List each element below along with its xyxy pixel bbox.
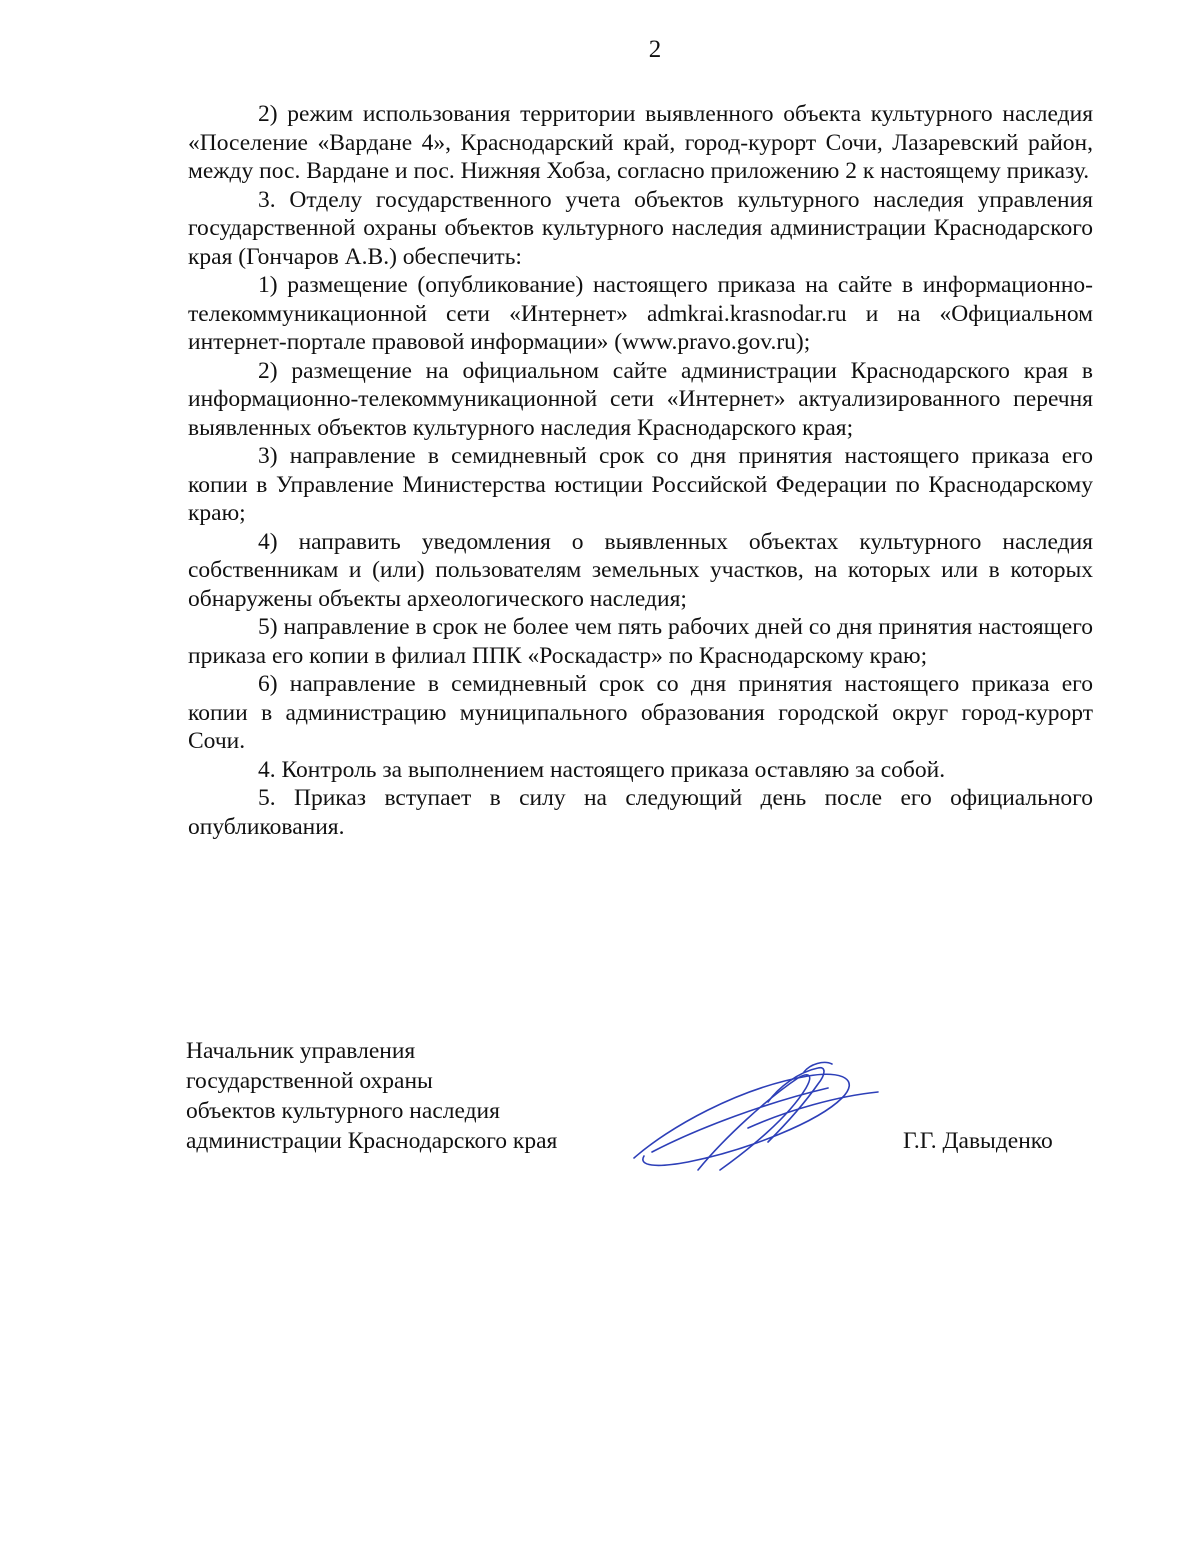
handwritten-signature <box>628 1058 886 1178</box>
paragraph-ministry-justice: 3) направление в семидневный срок со дня принятия настоящего приказа его копии в Управление Министерства юстиции Российской Федерации по Краснодарскому краю; <box>188 443 1093 526</box>
signer-position <box>186 1036 646 1156</box>
signer-name: Г.Г. Давыденко <box>903 1128 1053 1154</box>
signer-position-line: администрации Краснодарского края <box>186 1128 558 1154</box>
paragraph-notifications: 4) направить уведомления о выявленных объектах культурного наследия собственникам и (или) пользователям земельных участков, на которых или в которых обнаружены объекты археологического наследия; <box>188 528 1093 612</box>
paragraph-official-site: 2) размещение на официальном сайте администрации Краснодарского края в информационно-телекоммуникационной сети «Интернет» актуализированного перечня выявленных объектов культурного наследия Краснодарского края; <box>188 357 1093 441</box>
signer-position-line: Начальник управления <box>186 1038 416 1064</box>
page-number: 2 <box>648 36 662 63</box>
paragraph-publication: 1) размещение (опубликование) настоящего приказа на сайте в информационно-телекоммуникационной сети «Интернет» admkrai.krasnodar.ru и на «Официальном интернет-портале правовой информации» (www.pravo.gov.ru); <box>188 272 1093 355</box>
paragraph-municipal: 6) направление в семидневный срок со дня принятия настоящего приказа его копии в администрацию муниципального образования городской округ город-курорт Сочи. <box>188 671 1093 754</box>
paragraph-item-3: 3. Отделу государственного учета объектов культурного наследия управления государственной охраны объектов культурного наследия администрации Краснодарского края (Гончаров А.В.) обеспечить: <box>188 186 1093 270</box>
paragraph-item-4: 4. Контроль за выполнением настоящего приказа оставляю за собой. <box>258 756 946 783</box>
signer-position-line: объектов культурного наследия <box>186 1098 500 1124</box>
signer-position-line: государственной охраны <box>186 1068 433 1094</box>
paragraph-territory-regime: 2) режим использования территории выявленного объекта культурного наследия «Поселение «Вардане 4», Краснодарский край, город-курорт Сочи, Лазаревский район, между пос. Вардане и пос. Нижняя Хобза, согласно приложению 2 к настоящему приказу. <box>188 101 1093 184</box>
paragraph-item-5: 5. Приказ вступает в силу на следующий день после его официального опубликования. <box>188 785 1093 840</box>
document-body <box>188 100 1093 841</box>
paragraph-roskadastr: 5) направление в срок не более чем пять рабочих дней со дня принятия настоящего приказа его копии в филиал ППК «Роскадастр» по Краснодарскому краю; <box>188 614 1093 669</box>
